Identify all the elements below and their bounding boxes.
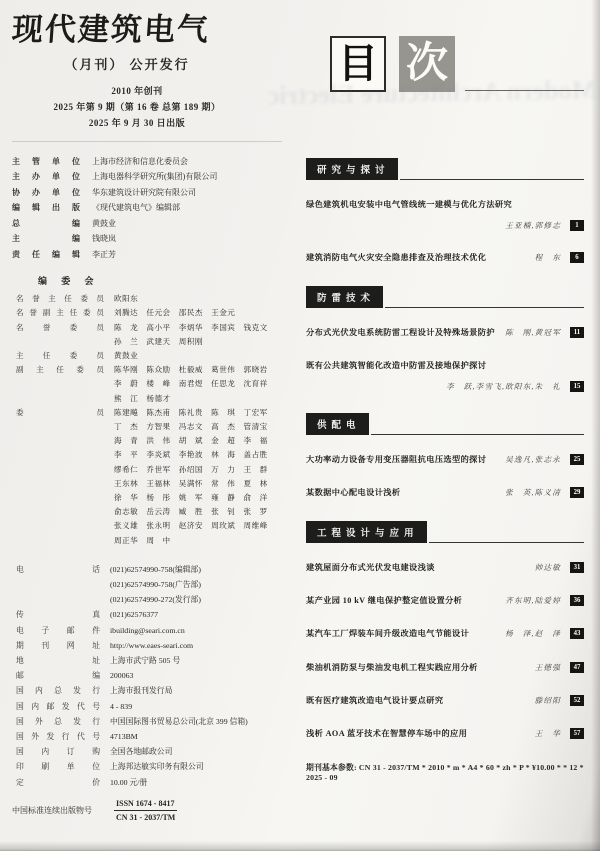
committee-list	[12, 292, 298, 548]
toc-article-row	[306, 199, 584, 231]
article-authors: 陈 刚,黄冠军	[505, 327, 561, 337]
info-row	[12, 231, 298, 247]
committee-role-label	[12, 477, 104, 491]
toc-section-lightning	[306, 286, 584, 393]
contact-label	[12, 577, 100, 592]
committee-row	[12, 363, 298, 377]
committee-row	[12, 406, 298, 420]
info-row	[12, 216, 298, 232]
article-authors: 李 跃,李雪飞,欧阳东,朱 礼	[446, 382, 561, 392]
article-list	[306, 454, 584, 500]
article-authors: 程 东	[534, 253, 561, 263]
toc-section-power-supply	[306, 413, 584, 500]
article-title: 分布式光伏发电系统防雷工程设计及特殊场景防护	[306, 327, 495, 337]
article-title: 柴油机消防泵与柴油发电机工程实践应用分析	[306, 662, 478, 672]
article-authors: 帅达敏	[534, 562, 561, 572]
committee-names: 海 青 洪 伟 胡 斌 金 超 李 福	[114, 436, 268, 446]
info-label: 协办单位	[12, 187, 80, 197]
committee-role-label	[12, 505, 104, 519]
article-meta	[495, 327, 584, 338]
article-page-badge: 1	[570, 220, 584, 231]
contact-row	[12, 775, 298, 790]
issn-number: ISSN 1674 - 8417	[114, 798, 177, 812]
contact-row	[12, 623, 298, 638]
committee-role-label: 名誉主任委员	[16, 294, 104, 304]
article-authors: 王 华	[534, 729, 561, 739]
toc-article-row	[306, 695, 584, 707]
article-meta	[525, 252, 584, 263]
journal-subtitle: （月刊） 公开发行	[64, 56, 190, 72]
article-page-badge: 57	[570, 728, 584, 739]
info-label: 主管单位	[12, 156, 80, 166]
toc-article-row	[306, 487, 584, 499]
info-value: 上海市经济和信息化委员会	[92, 156, 188, 166]
committee-row	[12, 306, 298, 320]
committee-names: 缪希仁 乔世军 孙绍国 万 力 王 群	[114, 464, 268, 474]
section-header	[306, 286, 584, 308]
article-meta	[525, 695, 584, 706]
article-authors: 王亚楠,郭修志	[505, 221, 561, 231]
contact-label	[12, 592, 100, 607]
committee-row	[12, 321, 298, 335]
info-value: 钱晓岚	[92, 234, 116, 244]
contact-row	[12, 653, 298, 668]
contact-label: 国内邮发代号	[16, 701, 100, 711]
contact-value: (021)62574990-272(发行部)	[110, 595, 201, 605]
committee-role-label	[12, 534, 104, 548]
contact-label: 国内总发行	[16, 686, 100, 696]
toc-article-row	[306, 327, 584, 339]
committee-names: 刘腾达 任元会 邵民杰 王金元	[114, 308, 236, 318]
article-list	[306, 562, 584, 741]
article-meta	[495, 454, 584, 465]
contact-row	[12, 759, 298, 774]
contact-value: 上海市武宁路 505 号	[110, 656, 181, 666]
section-title-badge: 供配电	[306, 413, 369, 435]
info-value: 上海电器科学研究所(集团)有限公司	[92, 172, 218, 182]
article-authors: 齐东明,陆爱婷	[505, 596, 561, 606]
article-authors: 滕绍阳	[534, 695, 561, 705]
committee-role-label: 委员	[16, 407, 104, 417]
contact-row	[12, 607, 298, 622]
issn-cn-fraction	[114, 798, 177, 824]
article-title: 某数据中心配电设计浅析	[306, 488, 401, 498]
article-authors: 王德强	[534, 662, 561, 672]
committee-role-label	[12, 420, 104, 434]
article-page-badge: 11	[570, 327, 584, 338]
committee-names: 欧阳东	[114, 294, 139, 304]
article-title: 建筑消防电气火灾安全隐患排查及治理技术优化	[306, 253, 487, 263]
committee-role-label	[12, 519, 104, 533]
info-label: 主编	[12, 234, 80, 244]
committee-row	[12, 434, 298, 448]
toc-logo-char-filled-box: 次	[399, 36, 455, 92]
article-title: 绿色建筑机电安装中电气管线统一建模与优化方法研究	[306, 200, 513, 209]
contact-list	[12, 562, 298, 790]
contact-label: 定价	[16, 777, 100, 787]
article-authors: 张 英,陈义清	[505, 488, 561, 498]
toc-body	[306, 158, 584, 782]
contact-label: 邮编	[16, 671, 100, 681]
section-title-badge: 工程设计与应用	[306, 521, 427, 543]
toc-logo-char-outline-box: 目	[330, 36, 386, 92]
article-page-badge: 25	[570, 454, 584, 465]
contact-value: (021)62574990-758(广告部)	[110, 580, 201, 589]
committee-role-label: 副主任委员	[16, 365, 104, 375]
committee-names: 李 蔚 楼 峰 南君煜 任思龙 沈育祥	[114, 379, 268, 389]
article-meta	[495, 220, 584, 231]
masthead-divider	[12, 141, 282, 142]
committee-role-label: 名誉副主任委员	[16, 308, 104, 318]
info-row	[12, 247, 298, 263]
toc-section-engineering	[306, 521, 584, 741]
masthead-column	[12, 12, 298, 824]
bleed-through-text: Modern Architecture Electric	[267, 75, 597, 111]
issn-label: 中国标准连续出版物号	[12, 806, 92, 816]
info-label: 责任编辑	[12, 249, 80, 259]
committee-names: 陈建飚 陈杰甫 陈礼贵 陈 琪 丁宏军	[114, 407, 268, 417]
article-page-badge: 47	[570, 662, 584, 673]
journal-title: 现代建筑电气	[10, 12, 212, 47]
contact-label: 国外发行代号	[16, 732, 100, 742]
committee-role-label	[12, 434, 104, 448]
contact-value: 上海市报刊发行局	[110, 686, 173, 696]
toc-logo-underline	[465, 90, 584, 91]
contact-value: 中国国际图书贸易总公司(北京 399 信箱)	[110, 716, 248, 726]
toc-article-row	[306, 595, 584, 607]
article-meta	[495, 628, 584, 639]
section-underline	[371, 434, 584, 435]
section-header	[306, 521, 584, 543]
committee-row	[12, 349, 298, 363]
contact-label: 印刷单位	[16, 762, 100, 772]
committee-role-label	[12, 448, 104, 462]
contact-row	[12, 683, 298, 698]
pubdate-line: 2025 年 9 月 30 日出版	[88, 117, 186, 128]
committee-names: 孙 兰 武建天 周积刚	[114, 336, 204, 346]
committee-names: 徐 华 杨 彤 姚 军 雍 静 俞 洋	[114, 492, 268, 502]
article-meta	[495, 595, 584, 606]
committee-row	[12, 505, 298, 519]
section-title-badge: 防雷技术	[306, 286, 383, 308]
contact-row	[12, 714, 298, 729]
contact-row	[12, 577, 298, 592]
committee-row	[12, 491, 298, 505]
article-page-badge: 43	[570, 628, 584, 639]
article-page-badge: 6	[570, 252, 584, 263]
section-underline	[429, 542, 584, 543]
committee-names: 周正华 周 中	[114, 535, 171, 545]
contact-row	[12, 668, 298, 683]
contact-row	[12, 562, 298, 577]
contact-value: http://www.eaes-seari.com	[110, 640, 194, 650]
committee-row	[12, 534, 298, 548]
committee-row	[12, 392, 298, 406]
section-title-badge: 研究与探讨	[306, 158, 398, 180]
contact-label: 地址	[16, 656, 100, 666]
committee-role-label	[12, 377, 104, 391]
info-row	[12, 154, 298, 170]
article-authors: 吴逸凡,张志永	[505, 455, 561, 465]
article-page-badge: 52	[570, 695, 584, 706]
contact-label: 国外总发行	[16, 716, 100, 726]
info-value: 黄鼓业	[92, 218, 116, 228]
committee-names: 俞志敏 岳云涛 臧 胜 张 钊 张 罗	[114, 507, 268, 517]
journal-parameters-line: 期刊基本参数: CN 31 - 2037/TM * 2010 * m * A4 * 60 * zh * P * ¥10.00 * * 12 * 2025 - 09	[306, 762, 584, 782]
committee-names: 陈华刚 陈众励 杜毅威 葛世伟 郭晓岩	[114, 365, 268, 375]
contact-value: 4 - 839	[110, 701, 133, 711]
article-meta	[525, 662, 584, 673]
contact-value: 上海邦达敏实印务有限公司	[110, 762, 204, 772]
toc-article-row	[306, 252, 584, 264]
contact-value: 200063	[110, 671, 134, 681]
info-row	[12, 169, 298, 185]
contact-label: 电子邮件	[16, 625, 100, 635]
info-row	[12, 200, 298, 216]
info-label: 总编	[12, 218, 80, 228]
section-header	[306, 158, 584, 180]
committee-row	[12, 463, 298, 477]
contact-label: 国内订购	[16, 747, 100, 757]
issn-block	[12, 798, 298, 824]
issue-line: 2025 年第 9 期（第 16 卷 总第 189 期）	[53, 101, 221, 112]
committee-names: 熊 江 杨德才	[114, 393, 171, 403]
page-edge-shadow-bottom	[0, 841, 600, 851]
committee-row	[12, 477, 298, 491]
committee-row	[12, 448, 298, 462]
contact-value: (021)62576377	[110, 610, 159, 620]
committee-row	[12, 519, 298, 533]
info-label: 主办单位	[12, 172, 80, 182]
section-header	[306, 413, 584, 435]
publisher-info-list	[12, 154, 298, 263]
toc-article-row	[306, 454, 584, 466]
contact-label: 期刊网址	[16, 640, 100, 650]
contact-row	[12, 729, 298, 744]
info-value: 《现代建筑电气》编辑部	[92, 203, 180, 213]
committee-row	[12, 335, 298, 349]
section-underline	[385, 307, 584, 308]
info-row	[12, 185, 298, 201]
cn-number: CN 31 - 2037/TM	[116, 813, 176, 823]
article-authors: 杨 泽,赵 泽	[505, 629, 561, 639]
committee-role-label	[12, 491, 104, 505]
article-title: 既有公共建筑智能化改造中防雷及接地保护探讨	[306, 360, 487, 370]
info-label: 编辑出版	[12, 203, 80, 213]
article-title: 某汽车工厂焊装车间升级改造电气节能设计	[306, 629, 470, 639]
contact-row	[12, 699, 298, 714]
article-meta	[495, 487, 584, 498]
page-edge-shadow-right	[591, 0, 600, 851]
contact-value: (021)62574990-758(编辑部)	[110, 564, 201, 574]
contact-label: 电话	[16, 564, 100, 574]
article-page-badge: 15	[570, 381, 584, 392]
article-list	[306, 199, 584, 265]
toc-article-row	[306, 628, 584, 640]
article-title: 既有医疗建筑改造电气设计要点研究	[306, 695, 444, 705]
toc-article-row	[306, 728, 584, 740]
contact-row	[12, 592, 298, 607]
committee-names: 陈 龙 高小平 李炳华 李国宾 钱克文	[114, 322, 268, 332]
committee-names: 黄鼓业	[114, 350, 139, 360]
contact-value: 4713BM	[110, 732, 138, 742]
article-list	[306, 327, 584, 393]
contact-value: 10.00 元/册	[110, 777, 148, 787]
article-page-badge: 36	[570, 595, 584, 606]
committee-role-label: 名誉委员	[16, 322, 104, 332]
committee-role-label: 主任委员	[16, 350, 104, 360]
article-meta	[436, 381, 584, 392]
contact-row	[12, 744, 298, 759]
toc-section-research	[306, 158, 584, 265]
article-title: 建筑屋面分布式光伏发电建设浅谈	[306, 562, 435, 572]
committee-heading: 编 委 会	[38, 276, 100, 287]
article-page-badge: 31	[570, 562, 584, 573]
article-title: 某产业园 10 kV 继电保护整定值设置分析	[306, 596, 463, 606]
toc-article-row	[306, 562, 584, 574]
article-title: 浅析 AOA 蓝牙技术在智慧停车场中的应用	[306, 729, 468, 739]
committee-role-label	[12, 392, 104, 406]
article-title: 大功率动力设备专用变压器阻抗电压选型的探讨	[306, 455, 487, 465]
article-meta	[525, 728, 584, 739]
section-underline	[400, 179, 584, 180]
info-value: 李正芳	[92, 249, 116, 259]
toc-article-row	[306, 662, 584, 674]
committee-names: 张义雄 张永明 赵济安 周玫斌 周维峰	[114, 521, 268, 531]
article-meta	[525, 562, 584, 573]
committee-row	[12, 420, 298, 434]
committee-names: 丁 杰 方智果 冯志文 高 杰 管清宝	[114, 421, 268, 431]
contact-row	[12, 638, 298, 653]
toc-column	[267, 30, 597, 782]
founded-line: 2010 年创刊	[111, 85, 163, 96]
committee-names: 王东林 王福林 吴满怀 常 伟 夏 林	[114, 478, 268, 488]
toc-article-row	[306, 360, 584, 392]
article-page-badge: 29	[570, 487, 584, 498]
info-value: 华东建筑设计研究院有限公司	[92, 187, 196, 197]
contact-value: 全国各地邮政公司	[110, 747, 173, 757]
committee-names: 李 平 李炎斌 李艳波 林 海 盖占胜	[114, 450, 268, 460]
contact-value: ibuilding@seari.com.cn	[110, 625, 185, 635]
toc-logo	[330, 30, 584, 92]
committee-role-label	[12, 335, 104, 349]
contact-label: 传真	[16, 610, 100, 620]
committee-row	[12, 292, 298, 306]
committee-role-label	[12, 463, 104, 477]
committee-row	[12, 377, 298, 391]
